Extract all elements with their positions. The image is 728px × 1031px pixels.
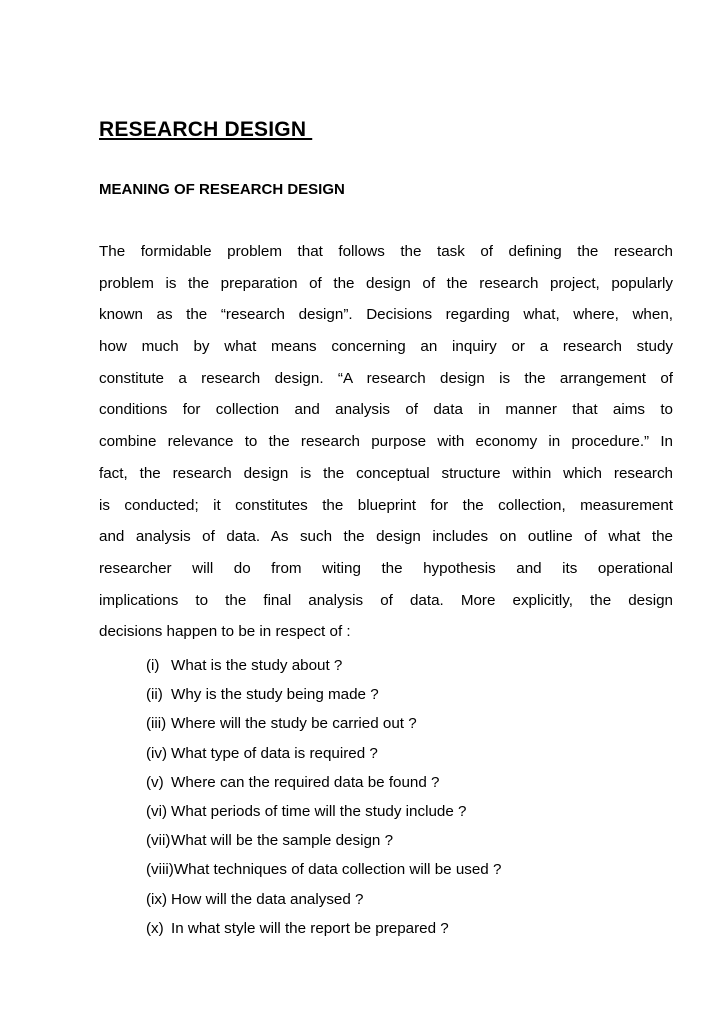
- body-paragraph: [99, 236, 673, 648]
- list-item: [146, 709, 666, 738]
- list-item: [146, 739, 666, 768]
- paragraph-line: decisions happen to be in respect of :: [99, 623, 351, 641]
- section-heading: MEANING OF RESEARCH DESIGN: [99, 181, 345, 198]
- paragraph-line: and analysis of data. As such the design includes on outline of what the: [99, 528, 673, 546]
- paragraph-line: combine relevance to the research purpose with economy in procedure.” In: [99, 433, 673, 451]
- paragraph-line: known as the “research design”. Decisions regarding what, where, when,: [99, 306, 673, 324]
- question-list: [146, 651, 666, 943]
- list-item-text: Where will the study be carried out ?: [171, 715, 417, 733]
- list-item-number: (ix): [146, 890, 168, 908]
- list-item-text: How will the data analysed ?: [171, 890, 364, 908]
- paragraph-line: conditions for collection and analysis of data in manner that aims to: [99, 401, 673, 419]
- list-item-number: (iii): [146, 715, 167, 733]
- list-item: [146, 651, 666, 680]
- list-item: [146, 885, 666, 914]
- paragraph-line: fact, the research design is the conceptual structure within which research: [99, 464, 673, 482]
- list-item-number: (x): [146, 919, 164, 937]
- list-item-text: In what style will the report be prepared ?: [171, 919, 449, 937]
- list-item: [146, 768, 666, 797]
- list-item-number: (v): [146, 773, 164, 791]
- paragraph-line: constitute a research design. “A research design is the arrangement of: [99, 369, 673, 387]
- document-title: RESEARCH DESIGN: [99, 118, 313, 141]
- list-item-text: What will be the sample design ?: [171, 832, 394, 850]
- paragraph-line: how much by what means concerning an inquiry or a research study: [99, 338, 673, 356]
- list-item: [146, 914, 666, 943]
- list-item-number: (vi): [146, 802, 168, 820]
- list-item-text: Why is the study being made ?: [171, 686, 379, 704]
- list-item-number: (iv): [146, 744, 168, 762]
- list-item-text: What periods of time will the study include ?: [171, 802, 467, 820]
- list-item-number: (vii): [146, 832, 171, 850]
- paragraph-line: problem is the preparation of the design of the research project, popularly: [99, 274, 673, 292]
- list-item-number: (viii): [146, 861, 174, 879]
- paragraph-line: The formidable problem that follows the task of defining the research: [99, 243, 673, 260]
- list-item: [146, 826, 666, 855]
- paragraph-line: is conducted; it constitutes the blueprint for the collection, measurement: [99, 496, 673, 514]
- list-item-text: What type of data is required ?: [171, 744, 378, 762]
- list-item-number: (i): [146, 657, 160, 674]
- paragraph-line: researcher will do from witing the hypothesis and its operational: [99, 559, 673, 577]
- paragraph-line: implications to the final analysis of data. More explicitly, the design: [99, 591, 673, 609]
- list-item-text: What is the study about ?: [171, 657, 343, 674]
- list-item: [146, 797, 666, 826]
- list-item: [146, 855, 666, 884]
- list-item-text: What techniques of data collection will be used ?: [173, 861, 502, 879]
- list-item: [146, 680, 666, 709]
- list-item-text: Where can the required data be found ?: [171, 773, 440, 791]
- list-item-number: (ii): [146, 686, 163, 704]
